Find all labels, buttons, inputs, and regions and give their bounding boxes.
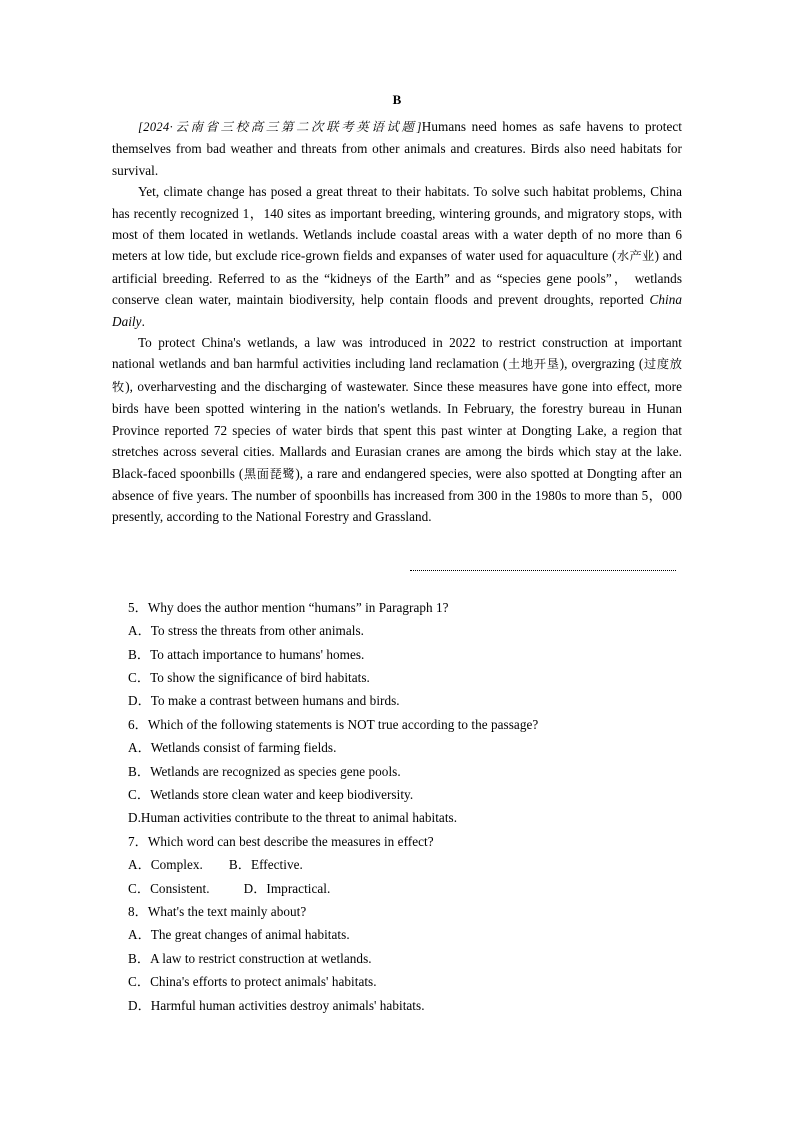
paragraph-2-text-c: .	[141, 313, 145, 329]
section-label: B	[392, 92, 402, 107]
question-5-stem: 5．Why does the author mention “humans” in Paragraph 1?	[128, 599, 449, 615]
question-8-option-c[interactable]: C．China's efforts to protect animals' habitats.	[128, 974, 377, 990]
question-5-option-a[interactable]: A．To stress the threats from other animals.	[128, 623, 364, 639]
question-6-option-a[interactable]: A．Wetlands consist of farming fields.	[128, 740, 337, 756]
question-6-option-d[interactable]: D.Human activities contribute to the threat to animal habitats.	[128, 810, 458, 826]
questions-list	[128, 596, 682, 1017]
paragraph-3-text-c: ), overharvesting and the discharging of wastewater. Since these measures have gone into effect, more birds have been spotted wintering in the nation's wetlands. In February, the forestry bureau in Hunan Province reported 72 species of water birds that spent this past winter at Dongting Lake, a region that stretches across several cities. Mallards and Eurasian cranes are among the birds which stay at the lake. Black-faced spoonbills (	[112, 378, 682, 481]
question-6-stem: 6．Which of the following statements is NOT true according to the passage?	[128, 716, 539, 732]
question-8-option-b[interactable]: B．A law to restrict construction at wetlands.	[128, 950, 372, 966]
section-divider-wrap	[112, 564, 682, 578]
paragraph-3-chinese-spoonbills: 黑面琵鹭	[243, 466, 296, 481]
paragraph-2-italic-source: China Daily	[112, 292, 682, 329]
question-8-option-a[interactable]: A．The great changes of animal habitats.	[128, 927, 350, 943]
source-tag: [2024·云南省三校高三第二次联考英语试题]	[138, 120, 422, 134]
question-5-option-d[interactable]: D．To make a contrast between humans and birds.	[128, 693, 400, 709]
question-7-option-d[interactable]: D．Impractical.	[243, 880, 331, 896]
paragraph-2-chinese-aquaculture: 水产业	[616, 249, 655, 264]
question-6-option-b[interactable]: B．Wetlands are recognized as species gene pools.	[128, 763, 401, 779]
question-5-option-b[interactable]: B．To attach importance to humans' homes.	[128, 646, 365, 662]
question-7-option-c[interactable]: C．Consistent.	[128, 880, 210, 896]
paragraph-3-text-d: ), a rare and endangered species, were also spotted at Dongting after an absence of five years. The number of spoonbills has increased from 300 in the 1980s to more than 5，000 presently, according to the National Forestry and Grassland.	[112, 465, 682, 525]
question-7-option-b[interactable]: B．Effective.	[228, 857, 303, 873]
question-7-stem: 7．Which word can best describe the measures in effect?	[128, 833, 434, 849]
paragraph-3-chinese-reclamation: 土地开垦	[507, 357, 560, 372]
passage-paragraph-2	[112, 181, 682, 332]
paragraph-2-text-b: ) and artificial breeding. Referred to as the “kidneys of the Earth” and as “species gene pools”， wetlands conserve clean water, maintain biodiversity, help contain floods and prevent droughts, reported	[112, 248, 682, 308]
page-content	[112, 92, 682, 1017]
paragraph-1-text: Humans need homes as safe havens to protect themselves from bad weather and threats from other animals and creatures. Birds also need habitats for survival.	[112, 119, 682, 178]
question-7-option-a[interactable]: A．Complex.	[128, 857, 203, 873]
paragraph-3-text-a: To protect China's wetlands, a law was introduced in 2022 to restrict construction at important national wetlands and ban harmful activities including land reclamation (	[112, 335, 682, 372]
question-8-option-d[interactable]: D．Harmful human activities destroy animals' habitats.	[128, 997, 425, 1013]
question-8-stem: 8．What's the text mainly about?	[128, 904, 307, 919]
dotted-divider	[410, 570, 676, 571]
question-5-option-c[interactable]: C．To show the significance of bird habitats.	[128, 669, 370, 685]
question-7-options-row-2	[128, 877, 682, 900]
question-6-option-c[interactable]: C．Wetlands store clean water and keep biodiversity.	[128, 786, 414, 802]
passage-paragraph-3	[112, 332, 682, 528]
paragraph-3-chinese-overgrazing: 过度放牧	[112, 357, 683, 394]
passage-paragraph-1	[112, 116, 682, 181]
paragraph-2-text-a: Yet, climate change has posed a great threat to their habitats. To solve such habitat problems, China has recently recognized 1，140 sites as important breeding, wintering grounds, and migratory stops, with most of them located in wetlands. Wetlands include coastal areas with a water depth of no more than 6 meters at low tide, but exclude rice-grown fields and expanses of water used for aquaculture (	[112, 184, 682, 264]
paragraph-3-text-b: ), overgrazing (	[559, 356, 644, 372]
question-7-options-row-1	[128, 853, 682, 876]
